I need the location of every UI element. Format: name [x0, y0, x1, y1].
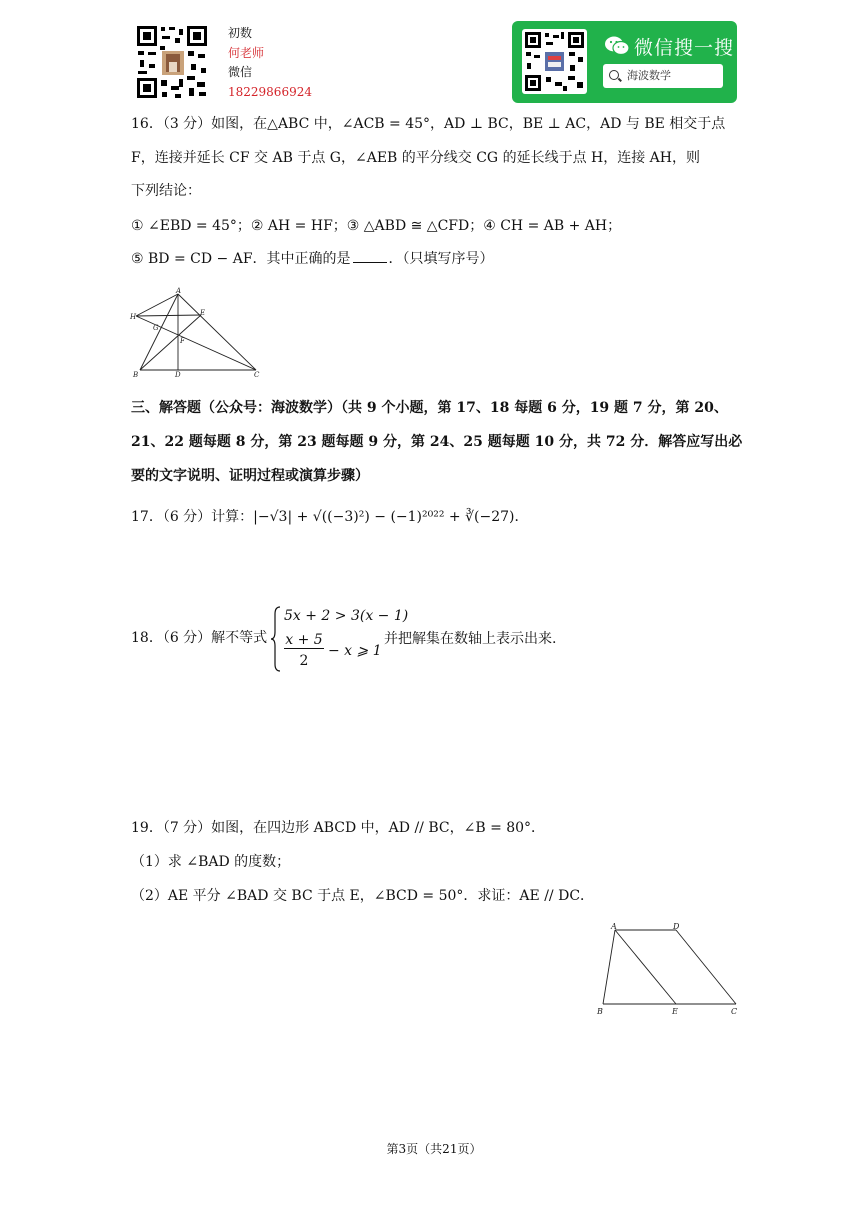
- wechat-logo-icon: [604, 35, 630, 57]
- contact-teacher: 何老师: [228, 45, 265, 60]
- qr-code-wechat: [522, 29, 587, 94]
- q17-expression: |−√3| + √((−3)²) − (−1)²⁰²² + ∛(−27)．: [253, 509, 529, 525]
- fig16-label-h: H: [130, 313, 137, 321]
- contact-subject: 初数: [228, 26, 253, 40]
- section3-line2: 21、22 题每题 8 分，第 23 题每题 9 分，第 24、25 题每题 10 分，共 72 分．解答应写出必: [131, 434, 743, 450]
- fig16-label-e: E: [200, 309, 206, 317]
- q18-ineq2-denominator: 2: [299, 653, 309, 669]
- fig16-label-f: F: [180, 337, 185, 345]
- q19-line1: 19．（7 分）如图，在四边形 ABCD 中，AD // BC，∠B = 80°．: [131, 820, 546, 836]
- wechat-search-box[interactable]: [603, 64, 723, 88]
- q19-line3: （2）AE 平分 ∠BAD 交 BC 于点 E，∠BCD = 50°．求证：AE // DC．: [131, 888, 595, 904]
- fig19-label-a: A: [611, 922, 617, 931]
- q16-line2: F，连接并延长 CF 交 AB 于点 G，∠AEB 的平分线交 CG 的延长线于点 H，连接 AH，则: [131, 150, 700, 166]
- contact-wechat-label: 微信: [228, 65, 253, 79]
- q16-line5-text: ⑤ BD = CD − AF．其中正确的是: [131, 251, 351, 267]
- q19-figure: [592, 920, 744, 1020]
- qr-code-left: [135, 24, 209, 100]
- q17-prefix: 17．（6 分）计算：: [131, 509, 254, 525]
- brace-icon: [270, 606, 282, 672]
- fig16-label-a: A: [176, 287, 182, 295]
- q18-ineq2-rest: − x ⩾ 1: [328, 643, 382, 659]
- q16-figure: [128, 286, 264, 378]
- fig19-label-d: D: [673, 922, 680, 931]
- wechat-search-title: 微信搜一搜: [634, 37, 735, 59]
- q18-suffix: 并把解集在数轴上表示出来.: [384, 631, 557, 647]
- search-icon: [609, 70, 619, 80]
- fig16-label-g: G: [153, 324, 159, 332]
- contact-info: [228, 24, 312, 102]
- wechat-search-card[interactable]: [512, 21, 737, 103]
- q16-line5: [131, 249, 494, 269]
- fig19-label-c: C: [731, 1007, 738, 1016]
- fig19-label-e: E: [672, 1007, 678, 1016]
- q16-line5-suffix: ．（只填写序号）: [388, 251, 494, 267]
- q18-ineq1: 5x + 2 > 3(x − 1): [284, 608, 409, 624]
- fig19-label-b: B: [597, 1007, 603, 1016]
- q19-line2: （1）求 ∠BAD 的度数；: [131, 854, 291, 870]
- contact-phone: 18229866924: [228, 84, 312, 99]
- section3-line1: 三、解答题（公众号：海波数学）（共 9 个小题，第 17、18 每题 6 分，19 题 7 分，第 20、: [131, 400, 728, 416]
- wechat-search-text: 海波数学: [627, 69, 671, 82]
- q18-prefix: 18．（6 分）解不等式: [131, 630, 268, 646]
- q18-ineq2-numerator: x + 5: [285, 632, 323, 648]
- answer-blank: [353, 250, 387, 263]
- fig16-label-b: B: [133, 371, 139, 378]
- q16-line3: 下列结论：: [131, 183, 201, 199]
- q16-line4: ① ∠EBD = 45°；② AH = HF；③ △ABD ≅ △CFD；④ CH = AB + AH；: [131, 218, 622, 234]
- fig16-label-c: C: [254, 371, 260, 378]
- section3-line3: 要的文字说明、证明过程或演算步骤）: [131, 468, 369, 484]
- q17-line: [131, 507, 528, 527]
- q16-line1: 16．（3 分）如图，在△ABC 中，∠ACB = 45°，AD ⊥ BC，BE ⊥ AC，AD 与 BE 相交于点: [131, 116, 726, 132]
- fig16-label-d: D: [175, 371, 181, 378]
- page-footer: 第3页（共21页）: [386, 1142, 482, 1156]
